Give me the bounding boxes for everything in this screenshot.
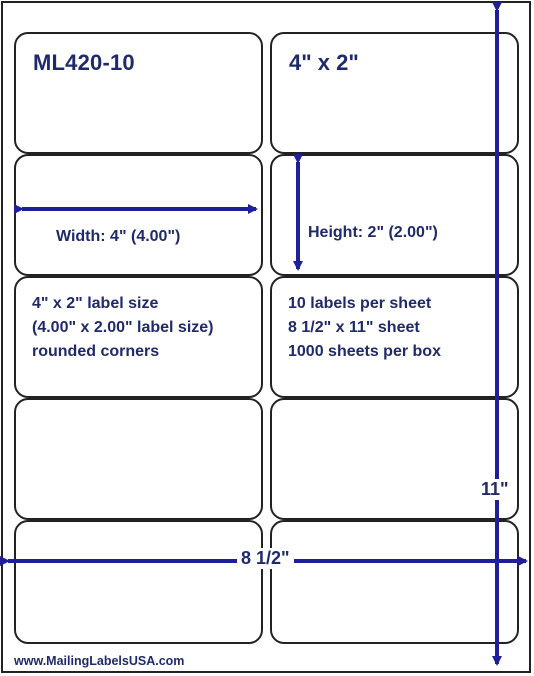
size-line-2: (4.00" x 2.00" label size) — [32, 319, 214, 336]
sheet-width-label: 8 1/2" — [237, 548, 294, 569]
sheet-line-1: 10 labels per sheet — [288, 295, 432, 312]
width-caption: Width: 4" (4.00") — [56, 228, 181, 245]
website-footer: www.MailingLabelsUSA.com — [14, 654, 185, 668]
sheet-height-label: 11" — [477, 479, 513, 500]
sheet-line-3: 1000 sheets per box — [288, 343, 441, 360]
height-caption: Height: 2" (2.00") — [308, 224, 438, 241]
sheet-line-2: 8 1/2" x 11" sheet — [288, 319, 420, 336]
size-line-3: rounded corners — [32, 343, 160, 360]
product-code: ML420-10 — [33, 50, 135, 75]
label-size-title: 4" x 2" — [289, 50, 359, 75]
size-line-1: 4" x 2" label size — [32, 295, 159, 312]
